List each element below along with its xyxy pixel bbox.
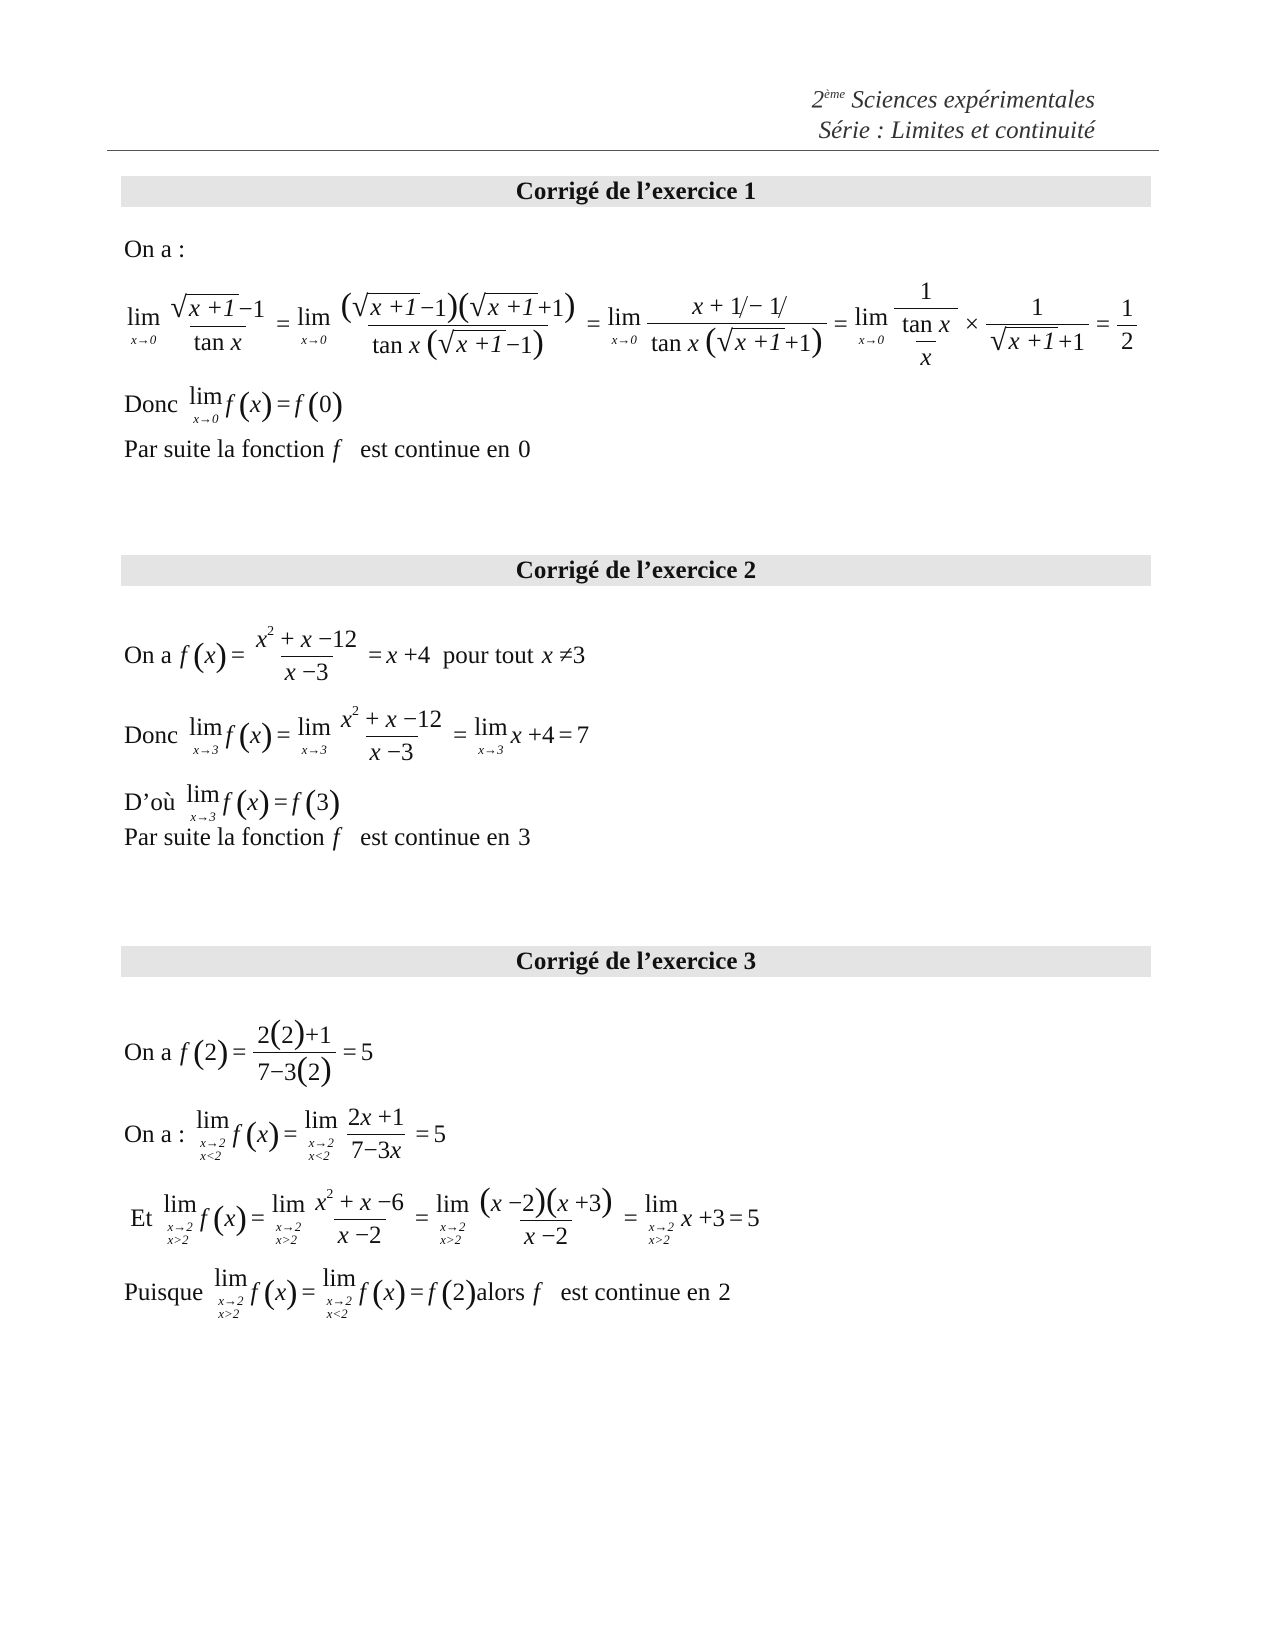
page-header — [812, 78, 1095, 146]
ex1-intro: On a : — [124, 236, 186, 263]
ex3-right-limit-line: Et lim x→2 x>2 f ( x ) = lim x→2 x>2 $\frac{x^2 + x -6}{x -2}$ = lim x→2 x>2 $\frac{(x -2)(x +3)}{x -2}$ = lim x→2 x>2 x +3 = 5 — [130, 1182, 760, 1250]
ex2-conclusion: Par suite la fonction f est continue en 3 — [124, 824, 531, 851]
exercise-2-title: Corrigé de l’exercice 2 — [121, 555, 1151, 586]
ex1-conclusion: Par suite la fonction f est continue en 0 — [124, 436, 531, 463]
ex2-donc-line: Donc lim x→3 f ( x ) = lim x→3 $\frac{x^2 + x -12}{x -3}$ = lim x→3 x +4 = 7 — [124, 704, 590, 766]
ex3-f2-line: On a f ( 2 ) = $\frac{2(2)+1}{7-3(2)}$ = 5 — [124, 1014, 374, 1088]
ex2-intro-line: On a f ( x ) = $\frac{x^2 + x -12}{x -3}$ = x +4 pour tout x ≠3 — [124, 624, 586, 686]
header-series: Série : Limites et continuité — [818, 117, 1095, 145]
header-divider — [107, 150, 1159, 151]
header-class: 2ème Sciences expérimentales — [811, 86, 1095, 114]
exercise-3-title: Corrigé de l’exercice 3 — [121, 946, 1151, 977]
ex2-dou-line: D’où lim x→3 f ( x ) = f ( 3 ) — [124, 781, 341, 824]
ex1-donc-line: Donc lim x→0 f ( x ) = f ( 0 ) — [124, 383, 343, 426]
ex1-main-equation: lim x→0 √ x +1 −1 tan x = lim x→0 ( √ x +1 −1)( √ x +1 +1) tan x ( √ x +1 −1) = lim x→0 x + 1 − 1 tan x ( √ x +1 +1) = lim x→0 $\frac{1}{\frac{\text{tan x}}{x}}$ × 1 √ x +1 +1 = $\frac{1}{2}$ — [124, 278, 1140, 372]
ex3-left-limit-line: On a : lim x→2 x<2 f ( x ) = lim x→2 x<2 $\frac{2x +1}{7-3x}$ = 5 — [124, 1104, 446, 1164]
exercise-1-title: Corrigé de l’exercice 1 — [121, 176, 1151, 207]
ex3-conclusion-line: Puisque lim x→2 x>2 f ( x ) = lim x→2 x<2 f ( x ) = f ( 2 ) alors f est continue en 2 — [124, 1265, 731, 1321]
